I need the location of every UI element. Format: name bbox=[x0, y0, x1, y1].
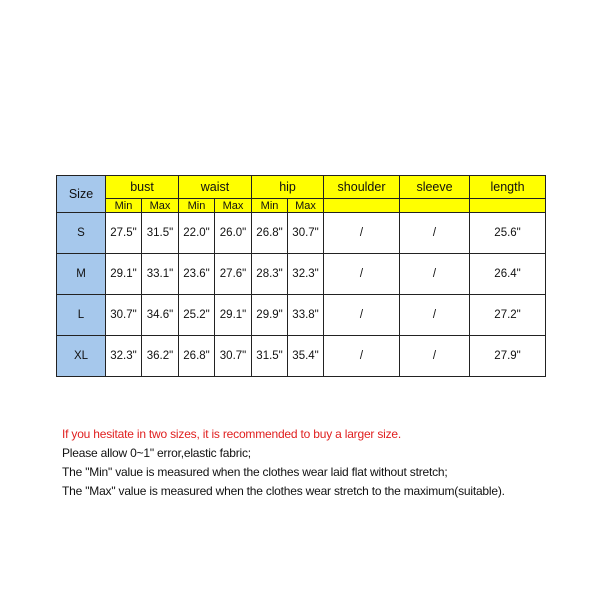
hip-max-cell: 33.8" bbox=[288, 295, 324, 336]
size-chart-table bbox=[56, 175, 546, 377]
waist-max-cell: 27.6" bbox=[215, 254, 252, 295]
bust-min-header: Min bbox=[106, 199, 142, 213]
waist-min-cell: 25.2" bbox=[179, 295, 215, 336]
bust-min-cell: 27.5" bbox=[106, 213, 142, 254]
sleeve-header: sleeve bbox=[400, 176, 470, 199]
table-header-row bbox=[57, 176, 546, 199]
size-label: L bbox=[57, 295, 106, 336]
waist-max-header: Max bbox=[215, 199, 252, 213]
sleeve-subheader bbox=[400, 199, 470, 213]
hip-max-header: Max bbox=[288, 199, 324, 213]
shoulder-cell: / bbox=[324, 213, 400, 254]
length-header: length bbox=[470, 176, 546, 199]
shoulder-cell: / bbox=[324, 295, 400, 336]
waist-header: waist bbox=[179, 176, 252, 199]
waist-min-header: Min bbox=[179, 199, 215, 213]
sleeve-cell: / bbox=[400, 254, 470, 295]
shoulder-header: shoulder bbox=[324, 176, 400, 199]
hip-max-cell: 35.4" bbox=[288, 336, 324, 377]
hip-min-cell: 26.8" bbox=[252, 213, 288, 254]
waist-max-cell: 26.0" bbox=[215, 213, 252, 254]
sleeve-cell: / bbox=[400, 213, 470, 254]
max-value-note: The "Max" value is measured when the clothes wear stretch to the maximum(suitable). bbox=[62, 484, 505, 498]
table-row bbox=[57, 336, 546, 377]
bust-max-header: Max bbox=[142, 199, 179, 213]
hip-min-cell: 31.5" bbox=[252, 336, 288, 377]
bust-header: bust bbox=[106, 176, 179, 199]
table-subheader-row bbox=[57, 199, 546, 213]
size-notes bbox=[62, 425, 592, 501]
waist-max-cell: 30.7" bbox=[215, 336, 252, 377]
length-subheader bbox=[470, 199, 546, 213]
bust-min-cell: 32.3" bbox=[106, 336, 142, 377]
shoulder-subheader bbox=[324, 199, 400, 213]
table-row bbox=[57, 213, 546, 254]
error-note: Please allow 0~1" error,elastic fabric; bbox=[62, 446, 251, 460]
table-row bbox=[57, 295, 546, 336]
waist-min-cell: 23.6" bbox=[179, 254, 215, 295]
bust-max-cell: 33.1" bbox=[142, 254, 179, 295]
length-cell: 27.2" bbox=[470, 295, 546, 336]
sleeve-cell: / bbox=[400, 336, 470, 377]
sleeve-cell: / bbox=[400, 295, 470, 336]
size-label: XL bbox=[57, 336, 106, 377]
size-label: S bbox=[57, 213, 106, 254]
hip-header: hip bbox=[252, 176, 324, 199]
hip-max-cell: 32.3" bbox=[288, 254, 324, 295]
size-label: M bbox=[57, 254, 106, 295]
shoulder-cell: / bbox=[324, 254, 400, 295]
bust-max-cell: 34.6" bbox=[142, 295, 179, 336]
bust-max-cell: 36.2" bbox=[142, 336, 179, 377]
length-cell: 26.4" bbox=[470, 254, 546, 295]
waist-max-cell: 29.1" bbox=[215, 295, 252, 336]
hip-max-cell: 30.7" bbox=[288, 213, 324, 254]
hip-min-header: Min bbox=[252, 199, 288, 213]
min-value-note: The "Min" value is measured when the clothes wear laid flat without stretch; bbox=[62, 465, 448, 479]
size-column-header: Size bbox=[57, 176, 106, 213]
bust-min-cell: 29.1" bbox=[106, 254, 142, 295]
hip-min-cell: 28.3" bbox=[252, 254, 288, 295]
length-cell: 25.6" bbox=[470, 213, 546, 254]
table-row bbox=[57, 254, 546, 295]
waist-min-cell: 22.0" bbox=[179, 213, 215, 254]
bust-max-cell: 31.5" bbox=[142, 213, 179, 254]
bust-min-cell: 30.7" bbox=[106, 295, 142, 336]
size-warning-note: If you hesitate in two sizes, it is recommended to buy a larger size. bbox=[62, 427, 402, 441]
hip-min-cell: 29.9" bbox=[252, 295, 288, 336]
waist-min-cell: 26.8" bbox=[179, 336, 215, 377]
length-cell: 27.9" bbox=[470, 336, 546, 377]
shoulder-cell: / bbox=[324, 336, 400, 377]
